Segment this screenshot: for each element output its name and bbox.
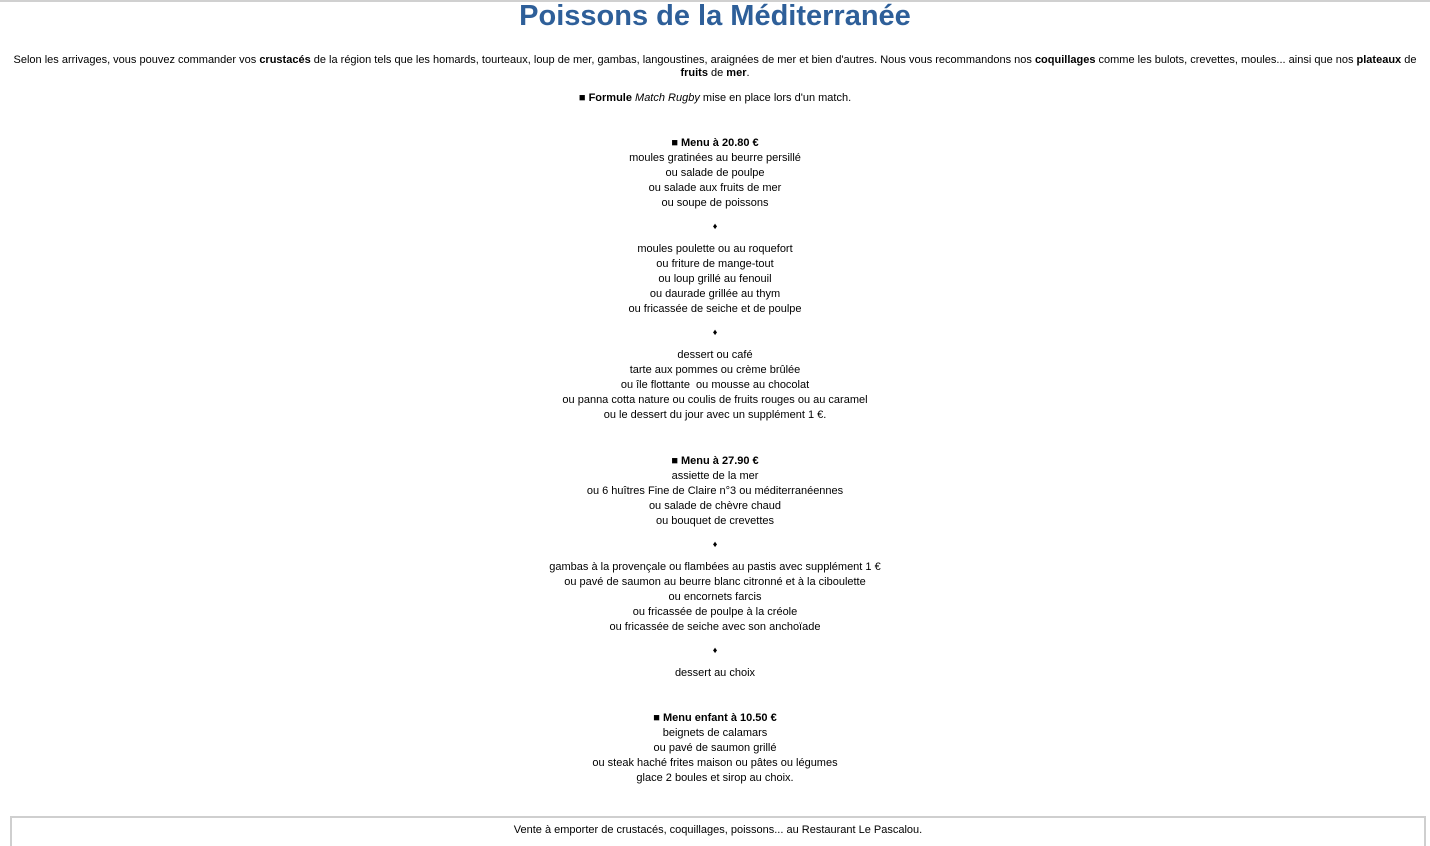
menu-item: glace 2 boules et sirop au choix.: [636, 772, 794, 784]
menu-heading: ■ Menu à 20.80 €: [671, 137, 759, 149]
formule-bullet: ■: [578, 92, 586, 104]
intro-bold-term: plateaux: [1356, 54, 1402, 66]
course-separator: ♦: [712, 539, 718, 549]
formule-line: [0, 92, 1430, 105]
menu-item: ou le dessert du jour avec un supplément 1 €.: [603, 409, 827, 421]
menu-item: ou salade de chèvre chaud: [648, 500, 782, 512]
menu-27-90: [0, 454, 1430, 681]
menu-item: ou salade de poulpe: [665, 167, 765, 179]
menu-item: ou 6 huîtres Fine de Claire n°3 ou méditerranéennes: [586, 485, 844, 497]
intro-text: Selon les arrivages, vous pouvez commander vos: [13, 54, 260, 66]
menu-item: moules poulette ou au roquefort: [637, 243, 793, 255]
menu-item: ou steak haché frites maison ou pâtes ou légumes: [592, 757, 838, 769]
menu-item: ou bouquet de crevettes: [655, 515, 775, 527]
menu-item: ou soupe de poissons: [661, 197, 769, 209]
menu-item: dessert au choix: [674, 667, 756, 679]
formule-rest: mise en place lors d'un match.: [699, 92, 852, 104]
course-separator: ♦: [712, 645, 718, 655]
intro-paragraph: [0, 54, 1430, 80]
footer-text: Vente à emporter de crustacés, coquillages, poissons... au Restaurant Le Pascalou.: [513, 824, 923, 836]
intro-bold-term: crustacés: [259, 54, 311, 66]
footer-bar: [10, 816, 1426, 846]
menu-item: ou île flottante ou mousse au chocolat: [620, 379, 810, 391]
menu-item: tarte aux pommes ou crème brûlée: [629, 364, 801, 376]
menu-item: ou fricassée de seiche et de poulpe: [628, 303, 802, 315]
formule-label: Formule: [588, 92, 632, 104]
menu-item: assiette de la mer: [671, 470, 759, 482]
menu-heading: ■ Menu enfant à 10.50 €: [653, 712, 777, 724]
intro-bold-term: fruits: [680, 67, 708, 79]
menu-item: ou fricassée de seiche avec son anchoïade: [609, 621, 821, 633]
page-title: Poissons de la Méditerranée: [519, 0, 911, 32]
menu-heading: ■ Menu à 27.90 €: [671, 455, 759, 467]
menu-item: ou fricassée de poulpe à la créole: [632, 606, 798, 618]
menu-item: ou pavé de saumon au beurre blanc citronné et à la ciboulette: [564, 576, 866, 588]
menu-20-80: [0, 136, 1430, 423]
menu-item: gambas à la provençale ou flambées au pastis avec supplément 1 €: [549, 561, 881, 573]
menu-item: ou friture de mange-tout: [656, 258, 774, 270]
menu-item: beignets de calamars: [662, 727, 768, 739]
menu-enfant: [0, 711, 1430, 786]
menu-item: ou loup grillé au fenouil: [658, 273, 772, 285]
course-separator: ♦: [712, 327, 718, 337]
menu-item: dessert ou café: [677, 349, 753, 361]
intro-text: comme les bulots, crevettes, moules... ainsi que nos: [1095, 54, 1357, 66]
menu-item: ou pavé de saumon grillé: [653, 742, 777, 754]
intro-text: de: [707, 67, 727, 79]
menu-item: ou salade aux fruits de mer: [648, 182, 782, 194]
intro-bold-term: coquillages: [1034, 54, 1096, 66]
intro-text: de la région tels que les homards, tourteaux, loup de mer, gambas, langoustines, araignées de mer et bien d'autres. Nous vous recommandons nos: [310, 54, 1035, 66]
formule-name: Match Rugby: [635, 92, 700, 104]
menu-item: ou encornets farcis: [668, 591, 762, 603]
intro-bold-term: mer: [726, 67, 747, 79]
intro-text: de: [1401, 54, 1417, 66]
intro-text: .: [746, 67, 750, 79]
menu-item: ou panna cotta nature ou coulis de fruits rouges ou au caramel: [562, 394, 868, 406]
menu-item: moules gratinées au beurre persillé: [629, 152, 801, 164]
course-separator: ♦: [712, 221, 718, 231]
menu-item: ou daurade grillée au thym: [649, 288, 781, 300]
